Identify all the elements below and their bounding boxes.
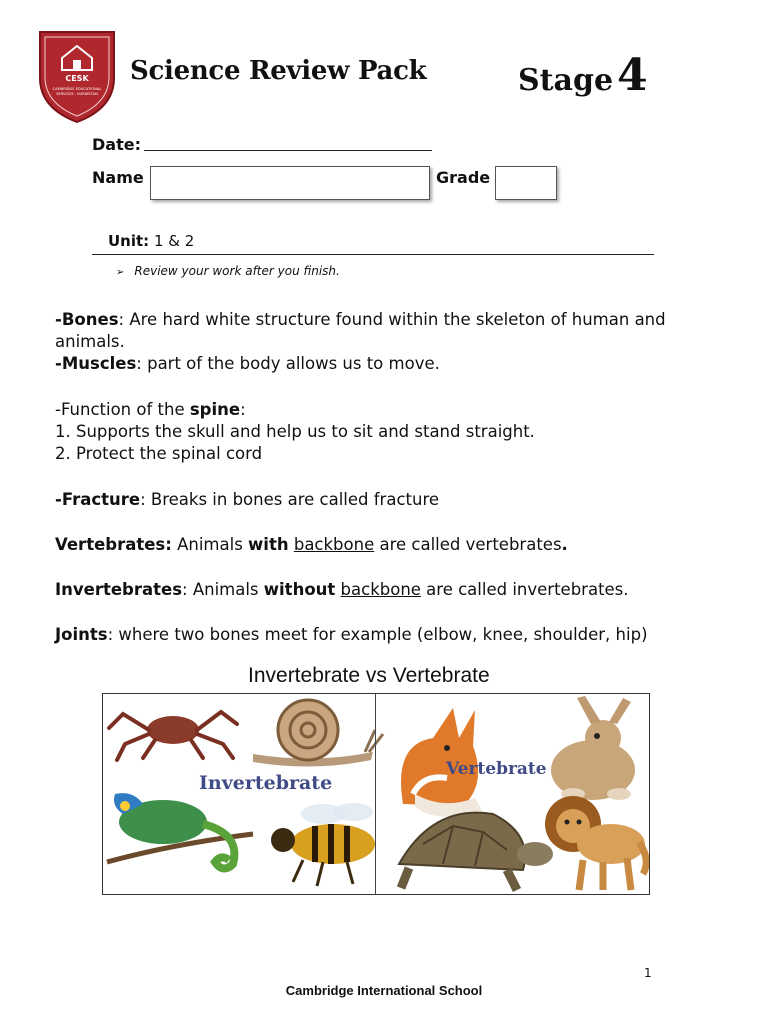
vertebrates-with: with (248, 535, 289, 554)
vertebrates-b: are called vertebrates (374, 535, 562, 554)
page-number: 1 (644, 966, 652, 980)
grade-label: Grade (436, 168, 491, 187)
instruction (116, 264, 340, 278)
spine-point-2: 2. Protect the spinal cord (55, 444, 263, 463)
date-field[interactable] (144, 150, 432, 151)
vertebrates-a: Animals (171, 535, 249, 554)
lion-icon (545, 796, 646, 890)
stage-word: Stage (518, 63, 614, 98)
animal-illustrations (103, 694, 649, 894)
figure-divider (375, 693, 376, 895)
tortoise-icon (399, 813, 553, 890)
spine-suffix: : (240, 400, 246, 419)
footer-school: Cambridge International School (285, 983, 483, 998)
vertebrates-term: Vertebrates: (55, 535, 172, 554)
vertebrates-definition (55, 534, 568, 556)
bones-definition (55, 309, 666, 375)
rabbit-icon (551, 696, 635, 800)
snail-icon (253, 700, 383, 767)
vertebrate-label: Vertebrate (446, 759, 547, 779)
joints-def: : where two bones meet for example (elbow, knee, shoulder, hip) (107, 625, 648, 644)
muscles-def: : part of the body allows us to move. (136, 354, 440, 373)
invertebrates-without: without (263, 580, 336, 599)
name-field[interactable] (150, 166, 430, 200)
bones-term: -Bones (55, 310, 119, 329)
school-logo (36, 28, 118, 124)
figure-title: Invertebrate vs Vertebrate (248, 664, 490, 687)
invertebrates-term: Invertebrates (55, 580, 183, 599)
bones-def-line-1: : Are hard white structure found within the skeleton of human and (118, 310, 666, 329)
invertebrates-b: are called invertebrates. (420, 580, 629, 599)
spine-section (55, 399, 535, 465)
vertebrates-dot: . (561, 535, 568, 554)
animal-figure (102, 693, 650, 895)
invertebrate-label: Invertebrate (199, 772, 333, 794)
date-label: Date: (92, 135, 141, 154)
spine-prefix: -Function of the (55, 400, 190, 419)
joints-term: Joints (55, 625, 108, 644)
unit-divider (92, 254, 654, 255)
svg-text:CAMBRIDGE EDUCATIONAL: CAMBRIDGE EDUCATIONAL (52, 87, 102, 91)
chameleon-icon (107, 793, 253, 868)
name-label: Name (92, 168, 144, 187)
bones-def-line-2: animals. (55, 332, 125, 351)
svg-text:SERVICES - KURDISTAN: SERVICES - KURDISTAN (56, 92, 98, 96)
stage-number: 4 (617, 50, 648, 101)
instruction-text: Review your work after you finish. (134, 264, 340, 278)
fracture-def: : Breaks in bones are called fracture (140, 490, 440, 509)
fracture-definition (55, 489, 439, 511)
unit-label: Unit: (108, 232, 150, 250)
invertebrates-a: : Animals (182, 580, 264, 599)
vertebrates-backbone: backbone (293, 535, 375, 554)
unit-value: 1 & 2 (153, 232, 195, 250)
bee-icon (271, 803, 375, 886)
page-title: Science Review Pack (130, 56, 427, 86)
grade-field[interactable] (495, 166, 557, 200)
fracture-term: -Fracture (55, 490, 141, 509)
joints-definition (55, 624, 648, 646)
logo-text: CESK (65, 74, 89, 83)
muscles-term: -Muscles (55, 354, 137, 373)
spine-term: spine (189, 400, 241, 419)
invertebrates-definition (55, 579, 629, 601)
invertebrates-backbone: backbone (340, 580, 421, 599)
stage-heading (518, 50, 648, 101)
crab-icon (109, 712, 237, 760)
spine-point-1: 1. Supports the skull and help us to sit and stand straight. (55, 422, 535, 441)
arrow-bullet-icon: ➢ (116, 267, 125, 278)
unit-line-text (108, 232, 194, 250)
